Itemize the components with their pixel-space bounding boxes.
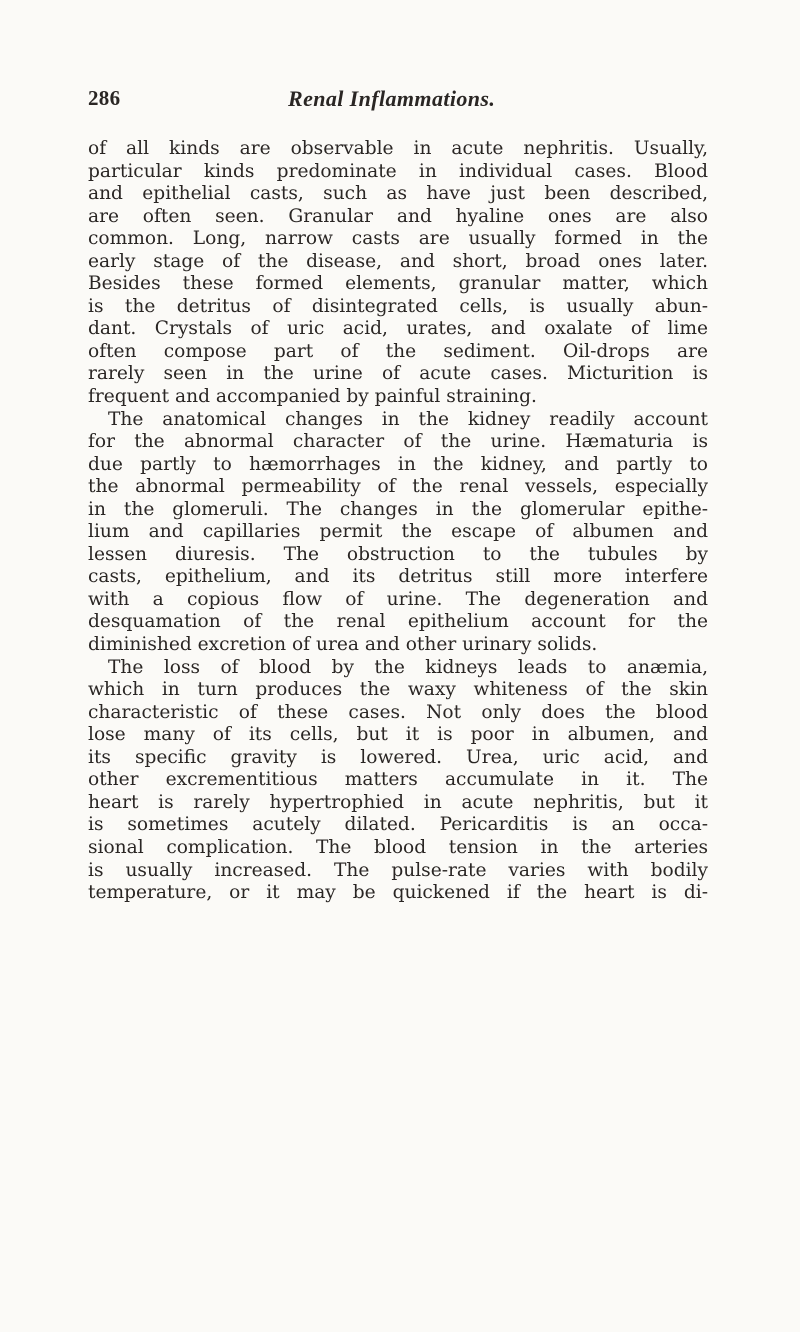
body-text [88, 138, 708, 905]
text-line: common. Long, narrow casts are usually formed in the [88, 228, 708, 250]
text-line: lessen diuresis. The obstruction to the tubules by [88, 543, 708, 565]
text-line: and epithelial casts, such as have just been described, [88, 183, 708, 205]
text-line: lium and capillaries permit the escape of albumen and [88, 521, 708, 543]
text-line: early stage of the disease, and short, broad ones later. [88, 250, 708, 272]
text-line: in the glomeruli. The changes in the glomerular epithe- [88, 498, 708, 520]
text-line: casts, epithelium, and its detritus still more interfere [88, 566, 708, 588]
text-line: desquamation of the renal epithelium account for the [88, 611, 708, 633]
text-line: heart is rarely hypertrophied in acute nephritis, but it [88, 791, 708, 813]
text-line: Besides these formed elements, granular matter, which [88, 273, 708, 295]
text-line: sional complication. The blood tension in the arteries [88, 836, 708, 858]
text-line: the abnormal permeability of the renal vessels, especially [88, 476, 708, 498]
text-line: is the detritus of disintegrated cells, is usually abun- [88, 295, 708, 317]
text-line: are often seen. Granular and hyaline ones are also [88, 205, 708, 227]
paragraph-end-line: frequent and accompanied by painful straining. [88, 386, 537, 408]
paragraph-end-line: diminished excretion of urea and other urinary solids. [88, 634, 598, 656]
text-line: is usually increased. The pulse-rate varies with bodily [88, 859, 708, 881]
text-line: of all kinds are observable in acute nephritis. Usually, [88, 138, 708, 159]
text-line: with a copious flow of urine. The degeneration and [88, 588, 708, 610]
page-number: 286 [88, 86, 121, 110]
page-header [88, 86, 708, 116]
paragraph-start-line: The loss of blood by the kidneys leads to anæmia, [108, 656, 708, 678]
text-line: particular kinds predominate in individual cases. Blood [88, 160, 708, 182]
text-line: due partly to hæmorrhages in the kidney, and partly to [88, 453, 708, 475]
text-line: is sometimes acutely dilated. Pericarditis is an occa- [88, 814, 708, 836]
text-line: which in turn produces the waxy whiteness of the skin [88, 679, 708, 701]
text-line: often compose part of the sediment. Oil-drops are [88, 340, 708, 362]
text-line: other excrementitious matters accumulate in it. The [88, 769, 708, 791]
text-line: rarely seen in the urine of acute cases. Micturition is [88, 363, 708, 385]
text-line: temperature, or it may be quickened if the heart is di- [88, 882, 708, 904]
text-line: characteristic of these cases. Not only does the blood [88, 701, 708, 723]
paragraph-start-line: The anatomical changes in the kidney readily account [108, 408, 708, 430]
text-line: lose many of its cells, but it is poor in albumen, and [88, 724, 708, 746]
running-title: Renal Inflammations. [288, 86, 496, 111]
text-line: for the abnormal character of the urine. Hæmaturia is [88, 431, 708, 453]
text-line: its specific gravity is lowered. Urea, uric acid, and [88, 746, 708, 768]
text-line: dant. Crystals of uric acid, urates, and oxalate of lime [88, 318, 708, 340]
